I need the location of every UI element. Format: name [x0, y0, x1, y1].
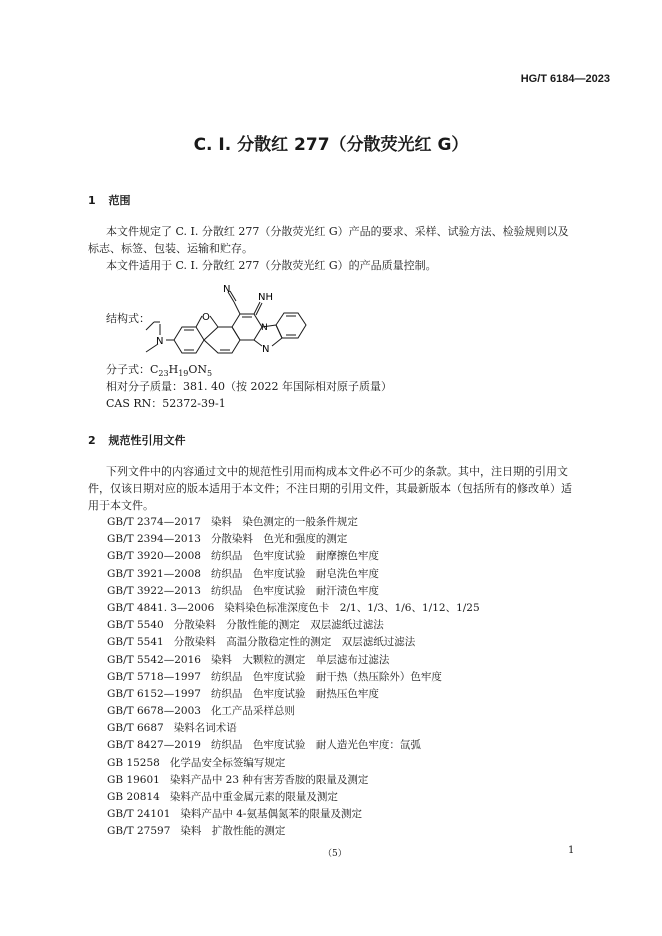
reference-title: 纺织品 色牢度试验 耐摩擦色牢度 [210, 550, 379, 563]
reference-item [107, 634, 480, 651]
reference-code: GB/T 6152—1997 [107, 687, 201, 700]
formula-on: ON [188, 363, 208, 376]
reference-title: 染料 扩散性能的测定 [180, 825, 286, 838]
pyran-o-atom: O [202, 312, 210, 323]
reference-item [107, 703, 480, 720]
standard-number: HG/T 6184—2023 [520, 73, 610, 85]
refs-intro-line-2: 件，仅该日期对应的版本适用于本文件；不注日期的引用文件，其最新版本（包括所有的修改单）适 [88, 482, 572, 495]
reference-item [107, 806, 480, 823]
reference-code: GB/T 3922—2013 [107, 584, 201, 597]
footer-print-mark: （5） [323, 849, 347, 859]
formula-h-count: 19 [178, 369, 189, 379]
section-2-heading [88, 432, 186, 448]
document-title: C. I. 分散红 277（分散荧光红 G） [193, 135, 469, 155]
reference-item [107, 669, 480, 686]
reference-title: 纺织品 色牢度试验 耐人造光色牢度：氙弧 [210, 739, 421, 752]
reference-title: 纺织品 色牢度试验 耐干热（热压除外）色牢度 [210, 670, 442, 683]
structural-formula [140, 280, 320, 360]
reference-title: 分散染料 色光和强度的测定 [210, 533, 348, 546]
reference-title: 染料染色标准深度色卡 2/1、1/3、1/6、1/12、1/25 [224, 601, 480, 614]
refs-intro-line-1: 下列文件中的内容通过文中的规范性引用而构成本文件必不可少的条款。其中，注日期的引用文 [106, 465, 568, 478]
reference-title: 纺织品 色牢度试验 耐皂洗色牢度 [210, 567, 379, 580]
reference-code: GB 20814 [107, 791, 160, 803]
reference-title: 染料产品中 23 种有害芳香胺的限量及测定 [169, 773, 369, 786]
reference-item [107, 720, 480, 737]
reference-code: GB/T 8427—2019 [107, 739, 201, 752]
refs-intro-line-3: 用于本文件。 [88, 499, 154, 512]
molecular-mass: 相对分子质量：381. 40（按 2022 年国际相对原子质量） [106, 380, 392, 393]
reference-code: GB/T 5542—2016 [107, 653, 201, 666]
reference-code: GB/T 2394—2013 [107, 533, 201, 546]
reference-item [107, 514, 480, 531]
imidazole-n-atom: N [262, 344, 270, 355]
structure-label: 结构式： [106, 312, 150, 325]
formula-on-count: 5 [207, 369, 213, 379]
reference-item [107, 772, 480, 789]
reference-code: GB/T 3920—2008 [107, 550, 201, 563]
reference-item [107, 652, 480, 669]
formula-c-count: 23 [158, 369, 169, 379]
reference-item [107, 566, 480, 583]
reference-code: GB/T 24101 [107, 808, 171, 821]
ring-n-atom: N [261, 323, 268, 333]
section-2-number: 2 [88, 434, 96, 447]
formula-h: H [168, 363, 179, 376]
reference-title: 染料名词术语 [173, 722, 237, 735]
reference-code: GB/T 5541 [107, 636, 164, 649]
scope-para-2: 本文件适用于 C. I. 分散红 277（分散荧光红 G）的产品质量控制。 [106, 259, 437, 272]
reference-title: 化学品安全标签编写规定 [169, 756, 286, 769]
scope-para-1-line-2: 标志、标签、包装、运输和贮存。 [88, 242, 253, 255]
reference-code: GB/T 4841. 3—2006 [107, 601, 215, 614]
reference-item [107, 789, 480, 806]
section-1-heading [88, 192, 131, 208]
section-1-title: 范围 [108, 194, 131, 207]
reference-title: 化工产品采样总则 [210, 705, 295, 718]
reference-code: GB 19601 [107, 773, 160, 786]
reference-item [107, 600, 480, 617]
reference-title: 染料产品中 4-氨基偶氮苯的限量及测定 [180, 808, 362, 821]
imine-nh-atom: NH [258, 292, 273, 303]
reference-title: 纺织品 色牢度试验 耐汗渍色牢度 [210, 584, 379, 597]
reference-title: 分散染料 高温分散稳定性的测定 双层滤纸过滤法 [173, 636, 416, 649]
reference-title: 染料 染色测定的一般条件规定 [210, 516, 358, 528]
reference-code: GB/T 3921—2008 [107, 567, 201, 580]
reference-code: GB/T 6678—2003 [107, 705, 201, 718]
reference-title: 染料 大颗粒的测定 单层滤布过滤法 [210, 653, 390, 666]
formula-c: C [150, 363, 159, 376]
reference-code: GB/T 6687 [107, 722, 164, 735]
reference-title: 分散染料 分散性能的测定 双层滤纸过滤法 [173, 619, 384, 632]
reference-item [107, 583, 480, 600]
reference-code: GB/T 5718—1997 [107, 670, 201, 683]
cas-number: CAS RN：52372-39-1 [106, 397, 226, 410]
nitrile-n-atom: N [223, 284, 231, 295]
normative-references-list [107, 514, 480, 841]
reference-code: GB/T 2374—2017 [107, 516, 201, 528]
reference-item [107, 617, 480, 634]
reference-item [107, 823, 480, 840]
reference-item [107, 531, 480, 548]
reference-item [107, 737, 480, 754]
amine-n-atom: N [156, 336, 164, 347]
reference-item [107, 755, 480, 772]
reference-code: GB/T 27597 [107, 825, 171, 838]
section-1-number: 1 [88, 194, 96, 207]
section-2-title: 规范性引用文件 [108, 434, 186, 447]
reference-code: GB/T 5540 [107, 619, 164, 632]
reference-code: GB 15258 [107, 756, 160, 769]
reference-item [107, 686, 480, 703]
scope-para-1-line-1: 本文件规定了 C. I. 分散红 277（分散荧光红 G）产品的要求、采样、试验方法、检验规则以及 [106, 225, 569, 238]
page-number: 1 [568, 845, 575, 856]
reference-title: 纺织品 色牢度试验 耐热压色牢度 [210, 687, 379, 700]
reference-title: 染料产品中重金属元素的限量及测定 [169, 791, 338, 803]
formula-label: 分子式： [106, 363, 150, 376]
reference-item [107, 548, 480, 565]
